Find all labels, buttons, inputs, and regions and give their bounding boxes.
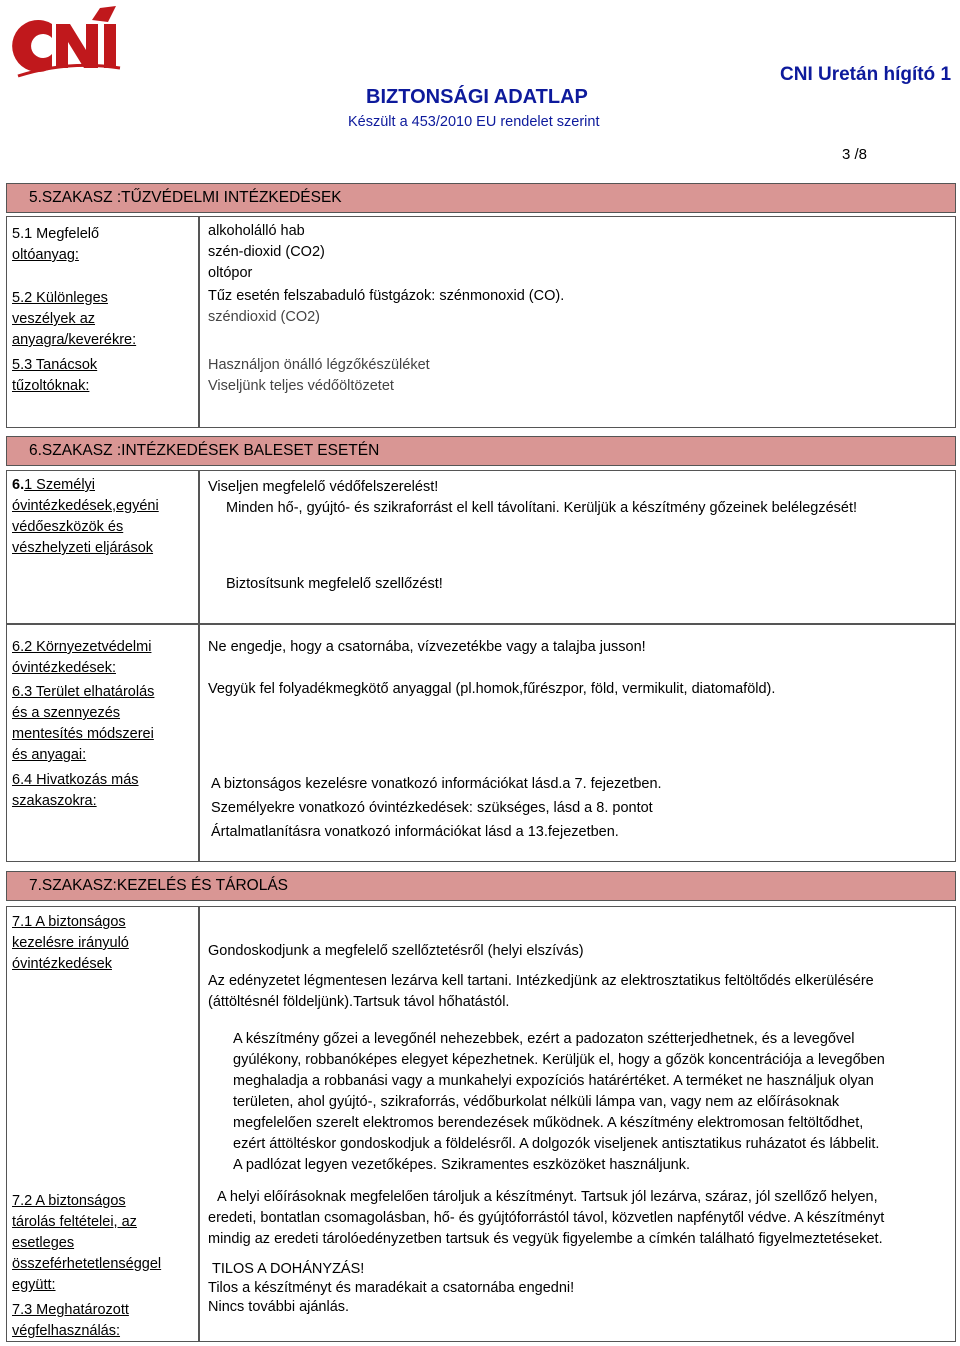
section-6-heading: 6.SZAKASZ :INTÉZKEDÉSEK BALESET ESETÉN bbox=[6, 436, 956, 466]
storage-conditions: A helyi előírásoknak megfelelően tároljuk a készítményt. Tartsuk jól lezárva, száraz, jól szellőző helyen, eredeti, bontatlan csomagolásban, hő- és gyújtóforrástól távol, közvetlen napfénytől védve. A készítményt mindig az eredeti tárolóedényzetben tartsuk és vegyük figyelembe a címkén található figyelmeztetéseket. bbox=[208, 1189, 885, 1247]
personal-precautions-2: Minden hő-, gyújtó- és szikraforrást el kell távolítani. Kerüljük a készítmény gőzeinek belélegzését! bbox=[226, 500, 858, 516]
document-subtitle: Készült a 453/2010 EU rendelet szerint bbox=[348, 114, 600, 130]
company-logo bbox=[12, 6, 124, 82]
handling-container: Az edényzetet légmentesen lezárva kell tartani. Intézkedjünk az elektrosztatikus feltöltődés elkerülésére (áttöltésnél földeljünk).Tartsuk távol hőhatástól. bbox=[208, 973, 874, 1010]
end-use: Nincs további ajánlás. bbox=[208, 1299, 350, 1315]
section-7-heading: 7.SZAKASZ:KEZELÉS ÉS TÁROLÁS bbox=[6, 871, 956, 901]
storage-prohibitions: TILOS A DOHÁNYZÁS! Tilos a készítményt és maradékait a csatornába engedni! bbox=[208, 1261, 575, 1296]
label-6-2: 6.2 Környezetvédelmi óvintézkedések: bbox=[12, 639, 152, 676]
handling-vapour-warning: A készítmény gőzei a levegőnél nehezebbek, ezért a padozaton szétterjedhetnek, és a levegővel gyúlékony, robbanóképes elegyet képezhetnek. Kerüljük el, hogy a gőzök koncentrációja a levegőben meghaladja a robbanási vagy a munkahelyi expozíciós határértéket. A terméket ne használjuk olyan területen, ahol gyújtó-, szikraforrás, védőburkolat nélküli lámpa van, vagy nem az előírásoknak megfelelően szerelt elektromos berendezések működnek. A készítmény elektromosan feltöltődhet, ezért áttöltéskor gondoskodjuk a földelésről. A dolgozók viseljenek antisztatikus ruházatot és lábbelit. A padlózat legyen vezetőképes. Szikramentes eszközöket használjunk. bbox=[233, 1031, 885, 1173]
label-5-2: 5.2 Különleges veszélyek az anyagra/keverékre: bbox=[12, 290, 137, 348]
extinguishing-media: alkoholálló hab szén-dioxid (CO2) oltópor bbox=[208, 223, 325, 281]
label-6-4: 6.4 Hivatkozás más szakaszokra: bbox=[12, 772, 139, 809]
label-5-3: 5.3 Tanácsok tűzoltóknak: bbox=[12, 357, 98, 394]
label-7-1: 7.1 A biztonságos kezelésre irányuló óvintézkedések bbox=[12, 914, 129, 972]
personal-precautions-3: Biztosítsunk megfelelő szellőzést! bbox=[226, 576, 443, 592]
section-references: A biztonságos kezelésre vonatkozó információkat lásd.a 7. fejezetben. Személyekre vonatkozó óvintézkedések: szükséges, lásd a 8. pontot Ártalmatlanításra vonatkozó információkat lásd a 13.fejezetben. bbox=[211, 776, 662, 840]
page-number: 3 /8 bbox=[842, 146, 868, 163]
label-7-2: 7.2 A biztonságos tárolás feltételei, az esetleges összeférhetetlenséggel együtt: bbox=[12, 1193, 162, 1293]
label-6-1: 6.1 Személyi óvintézkedések,egyéni védőeszközök és vészhelyzeti eljárások bbox=[12, 477, 159, 556]
label-5-1: 5.1 Megfelelő oltóanyag: bbox=[12, 226, 100, 263]
firefighter-advice: Használjon önálló légzőkészüléket Viseljünk teljes védőöltözetet bbox=[208, 357, 430, 394]
label-7-3: 7.3 Meghatározott végfelhasználás: bbox=[12, 1302, 129, 1339]
handling-ventilation: Gondoskodjunk a megfelelő szellőztetésről (helyi elszívás) bbox=[208, 943, 584, 959]
label-6-3: 6.3 Terület elhatárolás és a szennyezés mentesítés módszerei és anyagai: bbox=[12, 684, 155, 763]
document-title: BIZTONSÁGI ADATLAP bbox=[366, 86, 588, 108]
special-hazards: Tűz esetén felszabaduló füstgázok: szénmonoxid (CO). széndioxid (CO2) bbox=[208, 288, 565, 325]
environmental-precautions: Ne engedje, hogy a csatornába, vízvezetékbe vagy a talajba jusson! bbox=[208, 639, 646, 655]
product-name: CNI Uretán hígító 1 bbox=[780, 64, 952, 85]
containment-methods: Vegyük fel folyadékmegkötő anyaggal (pl.homok,fűrészpor, föld, vermikulit, diatomaföld). bbox=[208, 681, 776, 697]
section-5-heading: 5.SZAKASZ :TŰZVÉDELMI INTÉZKEDÉSEK bbox=[6, 183, 956, 213]
personal-precautions-1: Viseljen megfelelő védőfelszerelést! bbox=[208, 479, 439, 495]
